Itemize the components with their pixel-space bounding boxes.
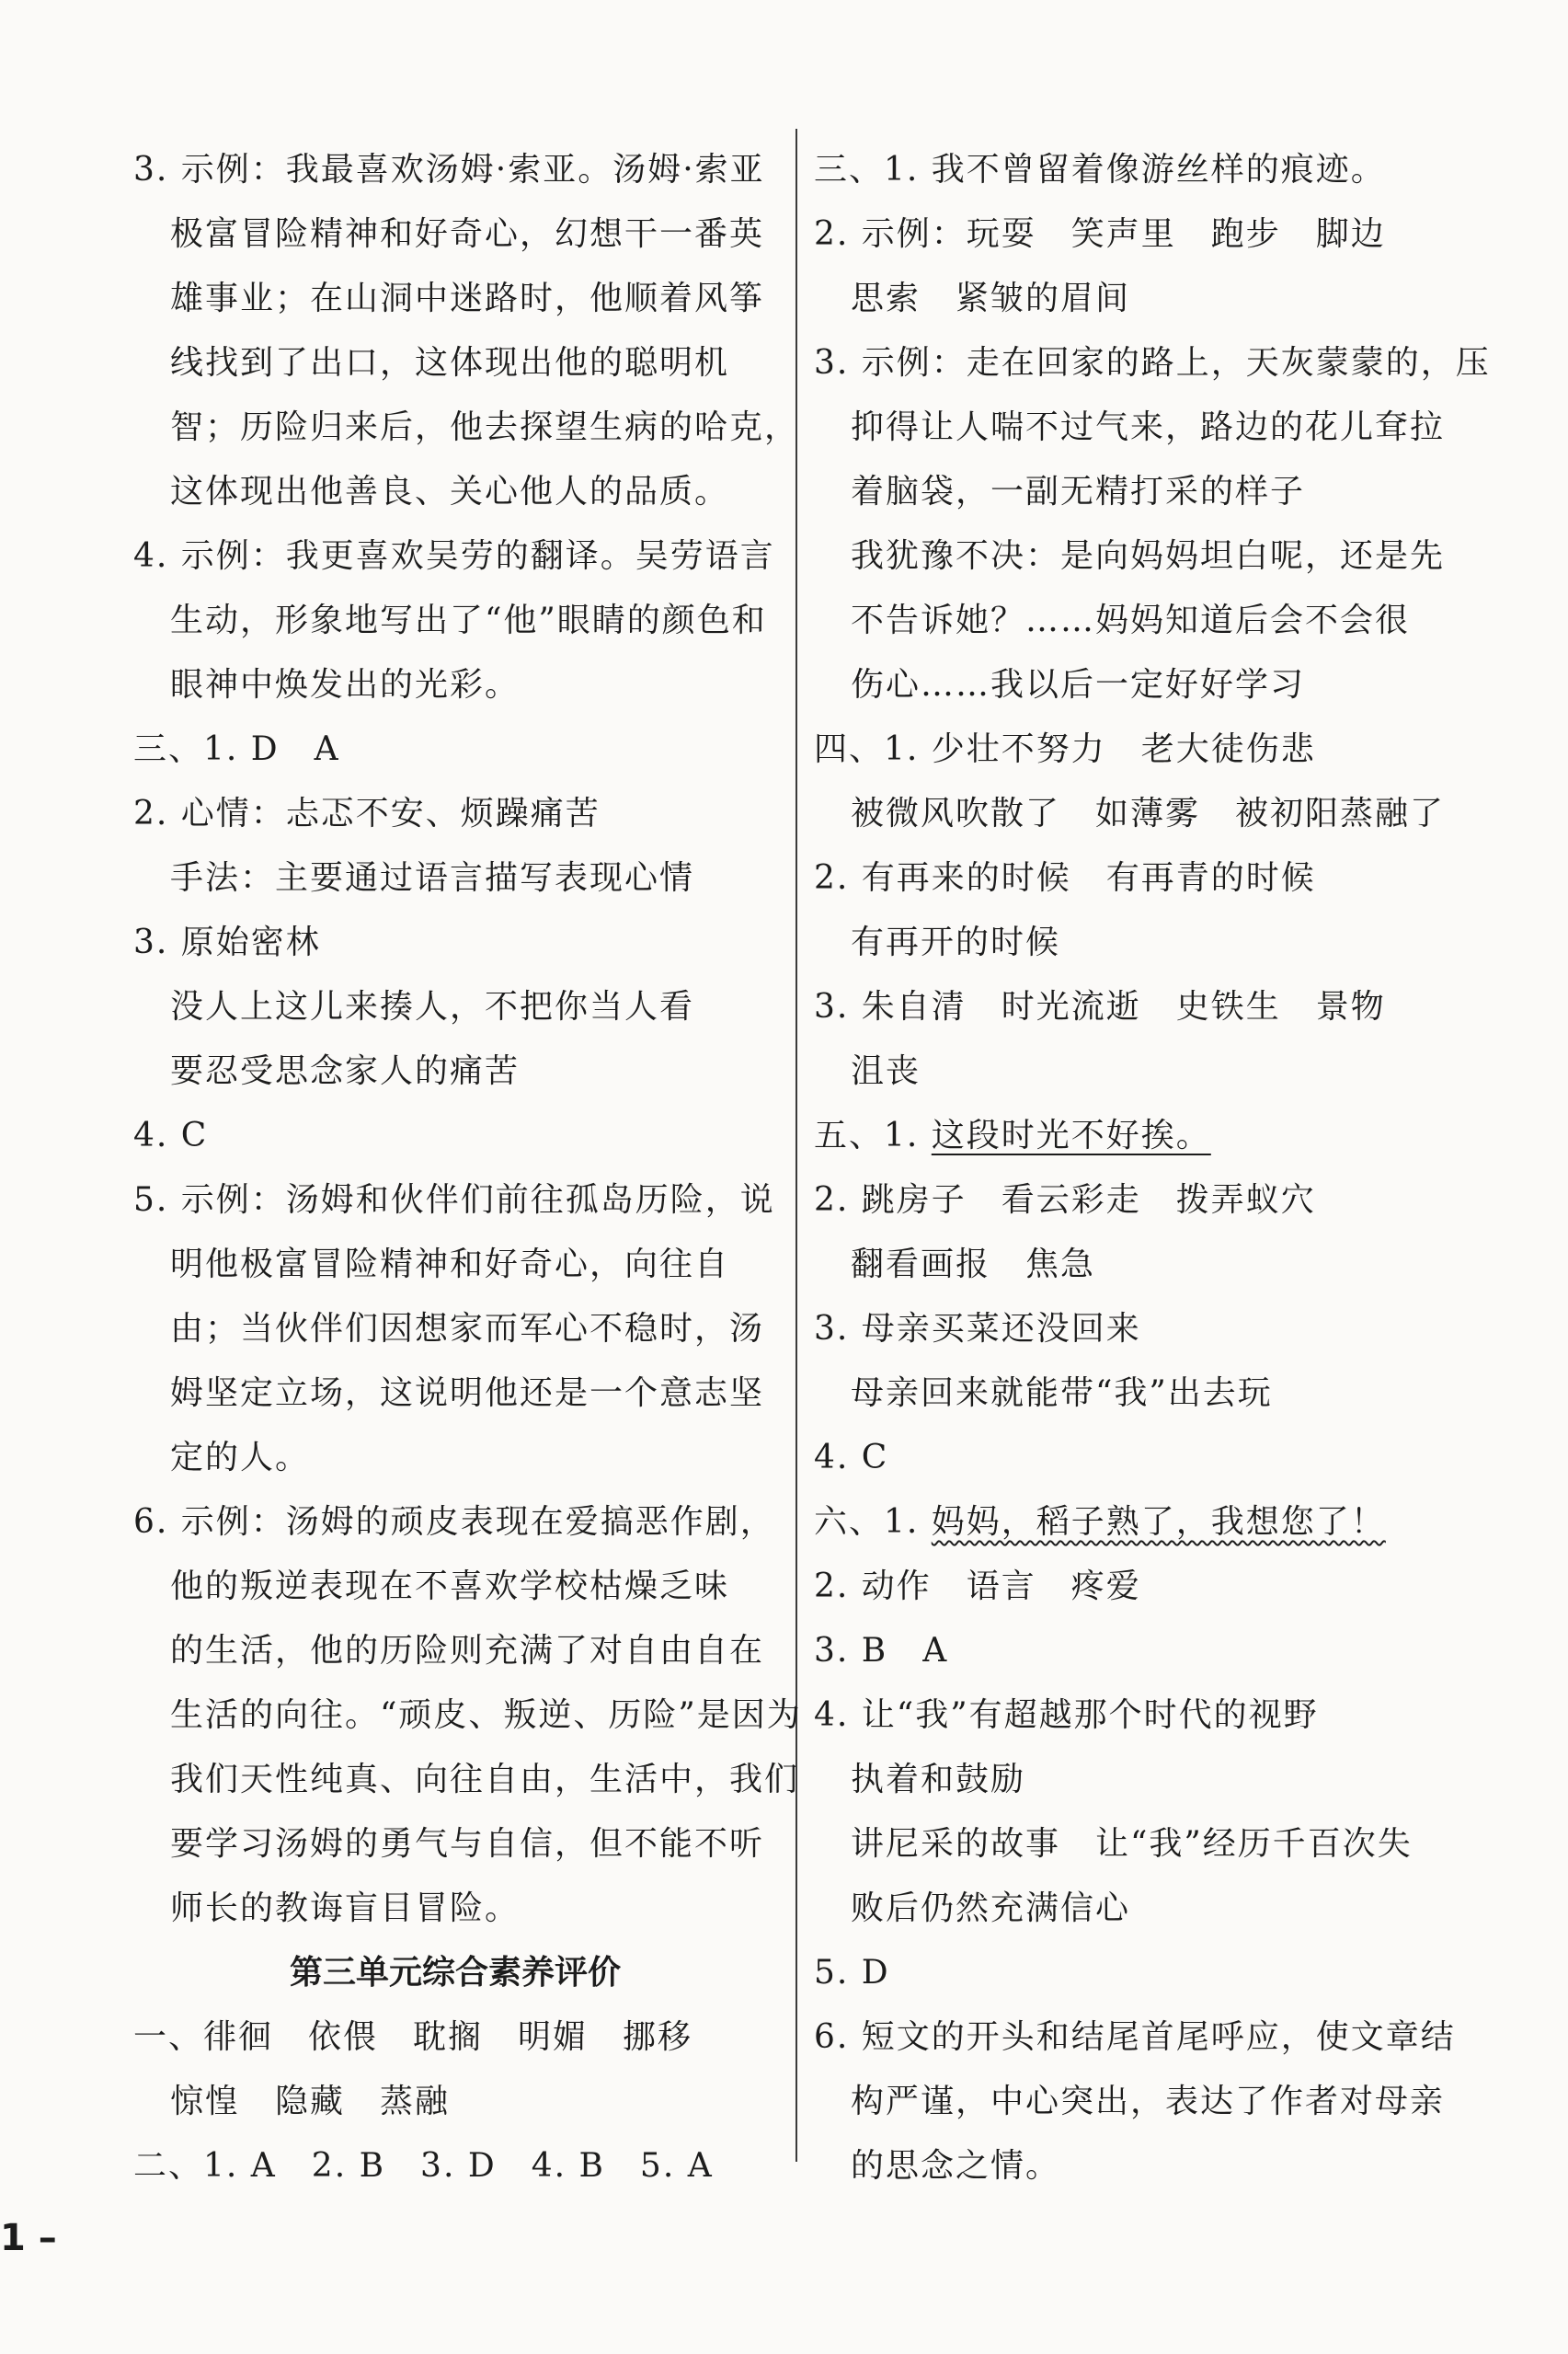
answer-line: 2. 心情：忐忑不安、烦躁痛苦 xyxy=(133,795,601,833)
answer-line: 极富冒险精神和好奇心，幻想干一番英 xyxy=(170,215,765,253)
answer-line: 2. 动作 语言 疼爱 xyxy=(814,1567,1141,1605)
answer-line: 3. B A xyxy=(814,1632,949,1670)
answer-line: 5. 示例：汤姆和伙伴们前往孤岛历险，说 xyxy=(133,1181,775,1219)
answer-line: 4. 让“我”有超越那个时代的视野 xyxy=(814,1696,1319,1734)
answer-line: 手法：主要通过语言描写表现心情 xyxy=(170,859,695,897)
answer-line: 2. 跳房子 看云彩走 拨弄蚁穴 xyxy=(814,1181,1316,1219)
wavy-underlined-answer: 妈妈，稻子熟了，我想您了！ xyxy=(931,1503,1386,1541)
section-header: 四、1. 少壮不努力 老大徒伤悲 xyxy=(814,730,1316,768)
answer-line: 执着和鼓励 xyxy=(851,1761,1026,1798)
answer-line: 雄事业；在山洞中迷路时，他顺着风筝 xyxy=(170,280,765,317)
answer-line: 3. 朱自清 时光流逝 史铁生 景物 xyxy=(814,988,1386,1026)
answer-line: 6. 示例：汤姆的顽皮表现在爱搞恶作剧， xyxy=(133,1503,775,1541)
section-header: 三、1. D A xyxy=(133,730,340,768)
answer-line: 4. 示例：我更喜欢吴劳的翻译。吴劳语言 xyxy=(133,537,775,575)
answer-line: 思索 紧皱的眉间 xyxy=(851,280,1131,317)
section-header: 一、徘徊 依偎 耽搁 明媚 挪移 xyxy=(133,2018,693,2056)
section-title: 第三单元综合素养评价 xyxy=(289,1954,621,1992)
underlined-answer: 这段时光不好挨。 xyxy=(931,1117,1211,1154)
answer-line: 的生活，他的历险则充满了对自由自在 xyxy=(170,1632,765,1670)
answer-line: 眼神中焕发出的光彩。 xyxy=(170,666,521,704)
answer-line: 2. 示例：玩耍 笑声里 跑步 脚边 xyxy=(814,215,1386,253)
answer-line: 我们天性纯真、向往自由，生活中，我们 xyxy=(170,1761,800,1798)
section-header: 二、1. A 2. B 3. D 4. B 5. A xyxy=(133,2147,714,2185)
answer-line: 的思念之情。 xyxy=(851,2147,1061,2185)
answer-line: 败后仍然充满信心 xyxy=(851,1889,1131,1927)
answer-line: 姆坚定立场，这说明他还是一个意志坚 xyxy=(170,1374,765,1412)
answer-line: 要忍受思念家人的痛苦 xyxy=(170,1052,521,1090)
answer-line: 4. C xyxy=(814,1439,889,1476)
answer-line: 生动，形象地写出了“他”眼睛的颜色和 xyxy=(170,602,767,639)
answer-line: 有再开的时候 xyxy=(851,924,1061,961)
page-number: 1 – xyxy=(0,2217,57,2259)
answer-line: 由；当伙伴们因想家而军心不稳时，汤 xyxy=(170,1310,765,1348)
answer-line: 沮丧 xyxy=(851,1052,921,1090)
answer-line: 抑得让人喘不过气来，路边的花儿耷拉 xyxy=(851,408,1446,446)
section-header: 三、1. 我不曾留着像游丝样的痕迹。 xyxy=(814,151,1386,189)
answer-line: 不告诉她？……妈妈知道后会不会很 xyxy=(851,602,1411,639)
question-number: 六、1. xyxy=(814,1503,932,1541)
answer-line: 我犹豫不决：是向妈妈坦白呢，还是先 xyxy=(851,537,1446,575)
answer-line: 3. 示例：我最喜欢汤姆·索亚。汤姆·索亚 xyxy=(133,151,765,189)
answer-line: 讲尼采的故事 让“我”经历千百次失 xyxy=(851,1825,1413,1863)
section-header xyxy=(814,1104,1211,1168)
answer-line: 2. 有再来的时候 有再青的时候 xyxy=(814,859,1316,897)
answer-line: 这体现出他善良、关心他人的品质。 xyxy=(170,473,730,511)
answer-line: 智；历险归来后，他去探望生病的哈克， xyxy=(170,408,800,446)
answer-line: 3. 母亲买菜还没回来 xyxy=(814,1310,1141,1348)
answer-line: 定的人。 xyxy=(170,1439,311,1476)
question-number: 五、1. xyxy=(814,1117,932,1154)
answer-line: 惊惶 隐藏 蒸融 xyxy=(170,2083,451,2120)
answer-line: 3. 原始密林 xyxy=(133,924,321,961)
answer-line: 4. C xyxy=(133,1117,209,1154)
answer-line: 生活的向往。“顽皮、叛逆、历险”是因为 xyxy=(170,1696,802,1734)
answer-line: 构严谨，中心突出，表达了作者对母亲 xyxy=(851,2083,1446,2120)
answer-line: 师长的教诲盲目冒险。 xyxy=(170,1889,521,1927)
answer-line: 6. 短文的开头和结尾首尾呼应，使文章结 xyxy=(814,2018,1456,2056)
answer-line: 翻看画报 焦急 xyxy=(851,1246,1096,1283)
answer-line: 他的叛逆表现在不喜欢学校枯燥乏味 xyxy=(170,1567,730,1605)
answer-line: 没人上这儿来揍人，不把你当人看 xyxy=(170,988,695,1026)
answer-line: 着脑袋，一副无精打采的样子 xyxy=(851,473,1306,511)
answer-line: 线找到了出口，这体现出他的聪明机 xyxy=(170,344,730,382)
answer-line: 要学习汤姆的勇气与自信，但不能不听 xyxy=(170,1825,765,1863)
answer-line: 伤心……我以后一定好好学习 xyxy=(851,666,1306,704)
answer-line: 3. 示例：走在回家的路上，天灰蒙蒙的，压 xyxy=(814,344,1491,382)
section-header xyxy=(814,1490,1386,1555)
answer-line: 母亲回来就能带“我”出去玩 xyxy=(851,1374,1273,1412)
answer-line: 5. D xyxy=(814,1954,890,1992)
answer-line: 明他极富冒险精神和好奇心，向往自 xyxy=(170,1246,730,1283)
answer-line: 被微风吹散了 如薄雾 被初阳蒸融了 xyxy=(851,795,1446,833)
